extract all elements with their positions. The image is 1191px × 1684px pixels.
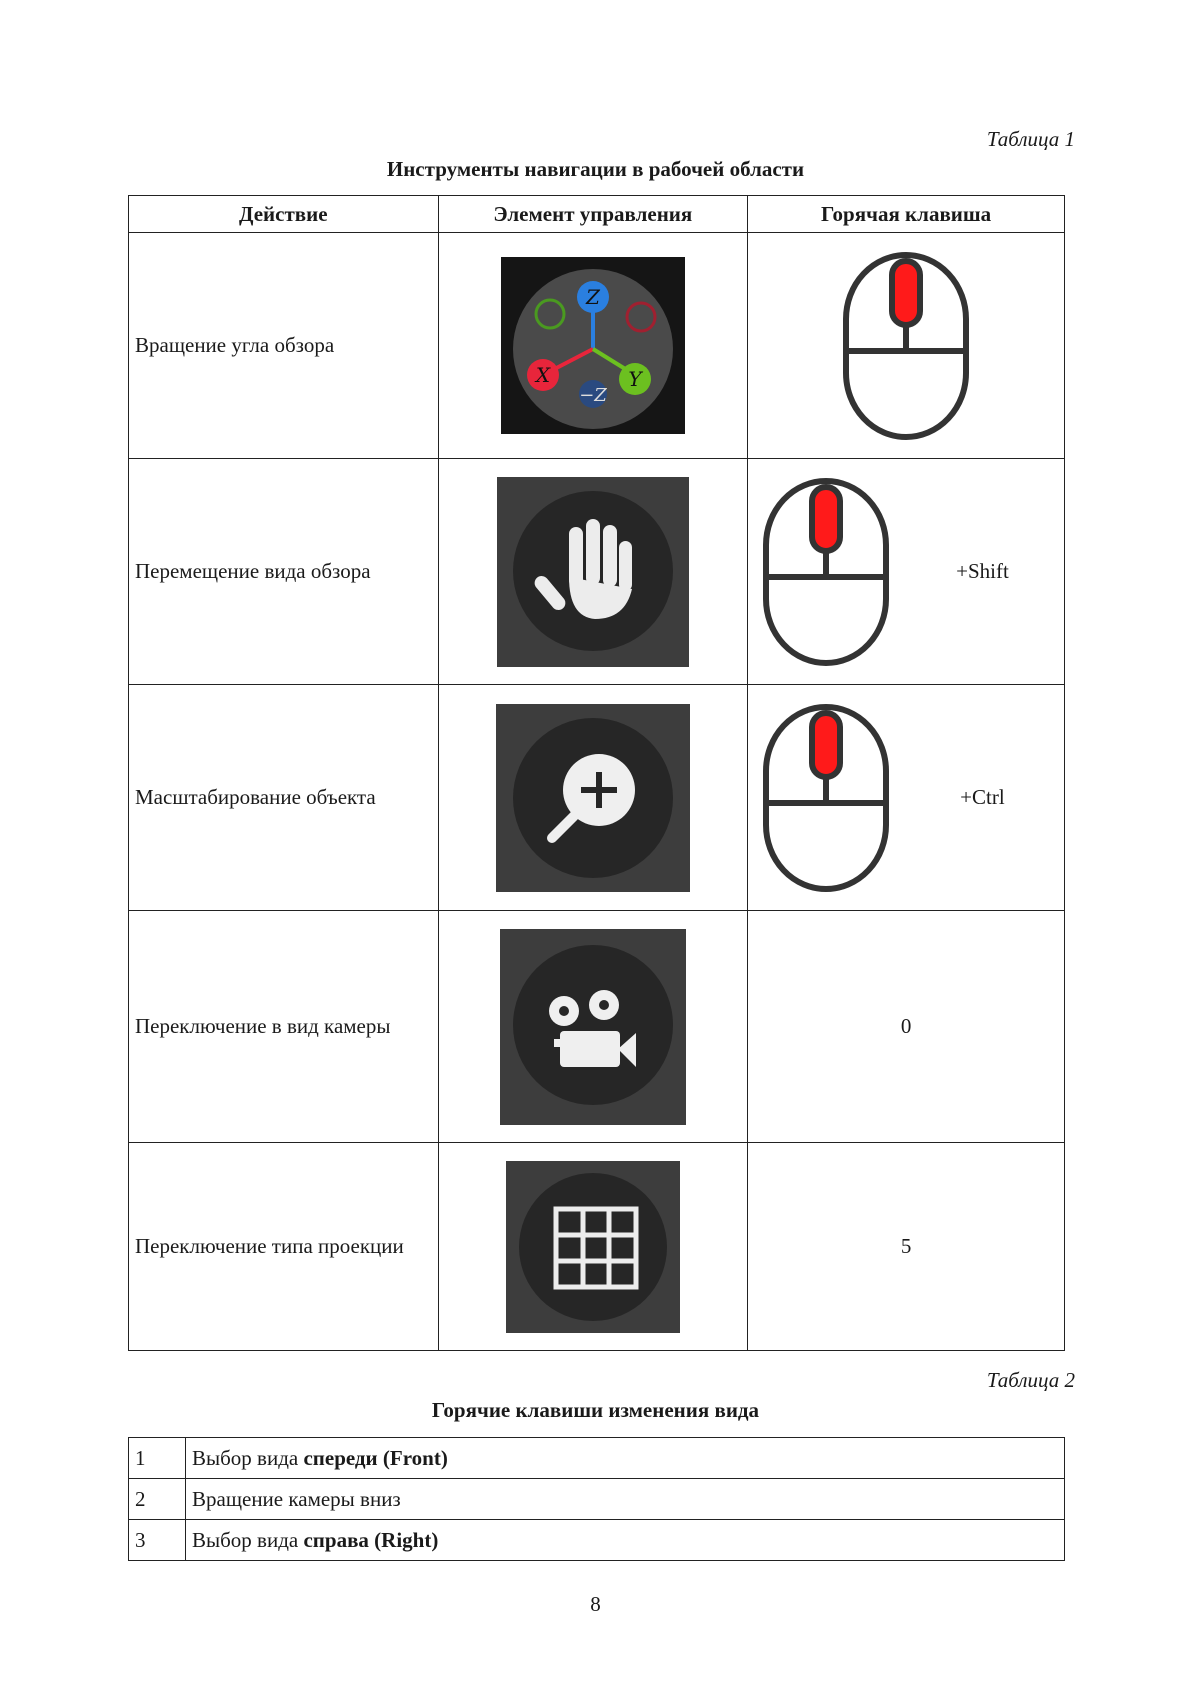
action-cell: Вращение угла обзора [129, 233, 439, 459]
grid-icon [506, 1161, 680, 1333]
table1-title: Инструменты навигации в рабочей области [386, 157, 805, 181]
row-number: 1 [129, 1438, 186, 1479]
hand-icon [497, 477, 689, 667]
hotkey-cell: 5 [748, 1143, 1065, 1351]
action-cell: Перемещение вида обзора [129, 459, 439, 685]
modifier-ctrl: +Ctrl [960, 785, 1005, 809]
table-row [129, 459, 1065, 685]
gizmo-label-z: Z [585, 285, 600, 309]
action-cell: Масштабирование объекта [129, 685, 439, 911]
row-text: Вращение камеры вниз [186, 1479, 1065, 1520]
row-text: Выбор вида спереди (Front) [186, 1438, 1065, 1479]
row-number: 2 [129, 1479, 186, 1520]
control-cell [438, 911, 748, 1143]
control-cell [438, 233, 748, 459]
table-header-row [129, 196, 1065, 233]
row-number: 3 [129, 1520, 186, 1561]
header-hotkey: Горячая клавиша [748, 196, 1065, 233]
table-row [129, 685, 1065, 911]
header-control: Элемент управления [438, 196, 748, 233]
table-row [129, 1479, 1065, 1520]
hotkey-cell [748, 459, 1065, 685]
control-cell [438, 1143, 748, 1351]
mouse-left-button-icon [762, 703, 890, 893]
gizmo-label-neg-z: −Z [579, 385, 607, 406]
page-number: 8 [590, 1592, 601, 1616]
control-cell [438, 459, 748, 685]
table-row [129, 1438, 1065, 1479]
action-cell: Переключение типа проекции [129, 1143, 439, 1351]
header-action: Действие [129, 196, 439, 233]
table1-caption: Таблица 1 [986, 127, 1075, 151]
table-row [129, 1520, 1065, 1561]
table2-title: Горячие клавиши изменения вида [431, 1398, 760, 1422]
zoom-in-icon [496, 704, 690, 892]
mouse-left-button-icon [842, 251, 970, 441]
gizmo-label-y: Y [628, 367, 642, 391]
hotkey-cell [748, 233, 1065, 459]
axis-gizmo-icon [501, 257, 685, 434]
control-cell [438, 685, 748, 911]
hotkey-cell: 0 [748, 911, 1065, 1143]
navigation-tools-table [128, 195, 1065, 1351]
hotkey-cell [748, 685, 1065, 911]
camera-icon [500, 929, 686, 1125]
gizmo-label-x: X [535, 363, 550, 387]
mouse-left-button-icon [762, 477, 890, 667]
table-row [129, 911, 1065, 1143]
table2-caption: Таблица 2 [986, 1368, 1075, 1392]
table-row [129, 1143, 1065, 1351]
view-hotkeys-table [128, 1437, 1065, 1561]
table-row [129, 233, 1065, 459]
action-cell: Переключение в вид камеры [129, 911, 439, 1143]
row-text: Выбор вида справа (Right) [186, 1520, 1065, 1561]
modifier-shift: +Shift [956, 559, 1009, 583]
